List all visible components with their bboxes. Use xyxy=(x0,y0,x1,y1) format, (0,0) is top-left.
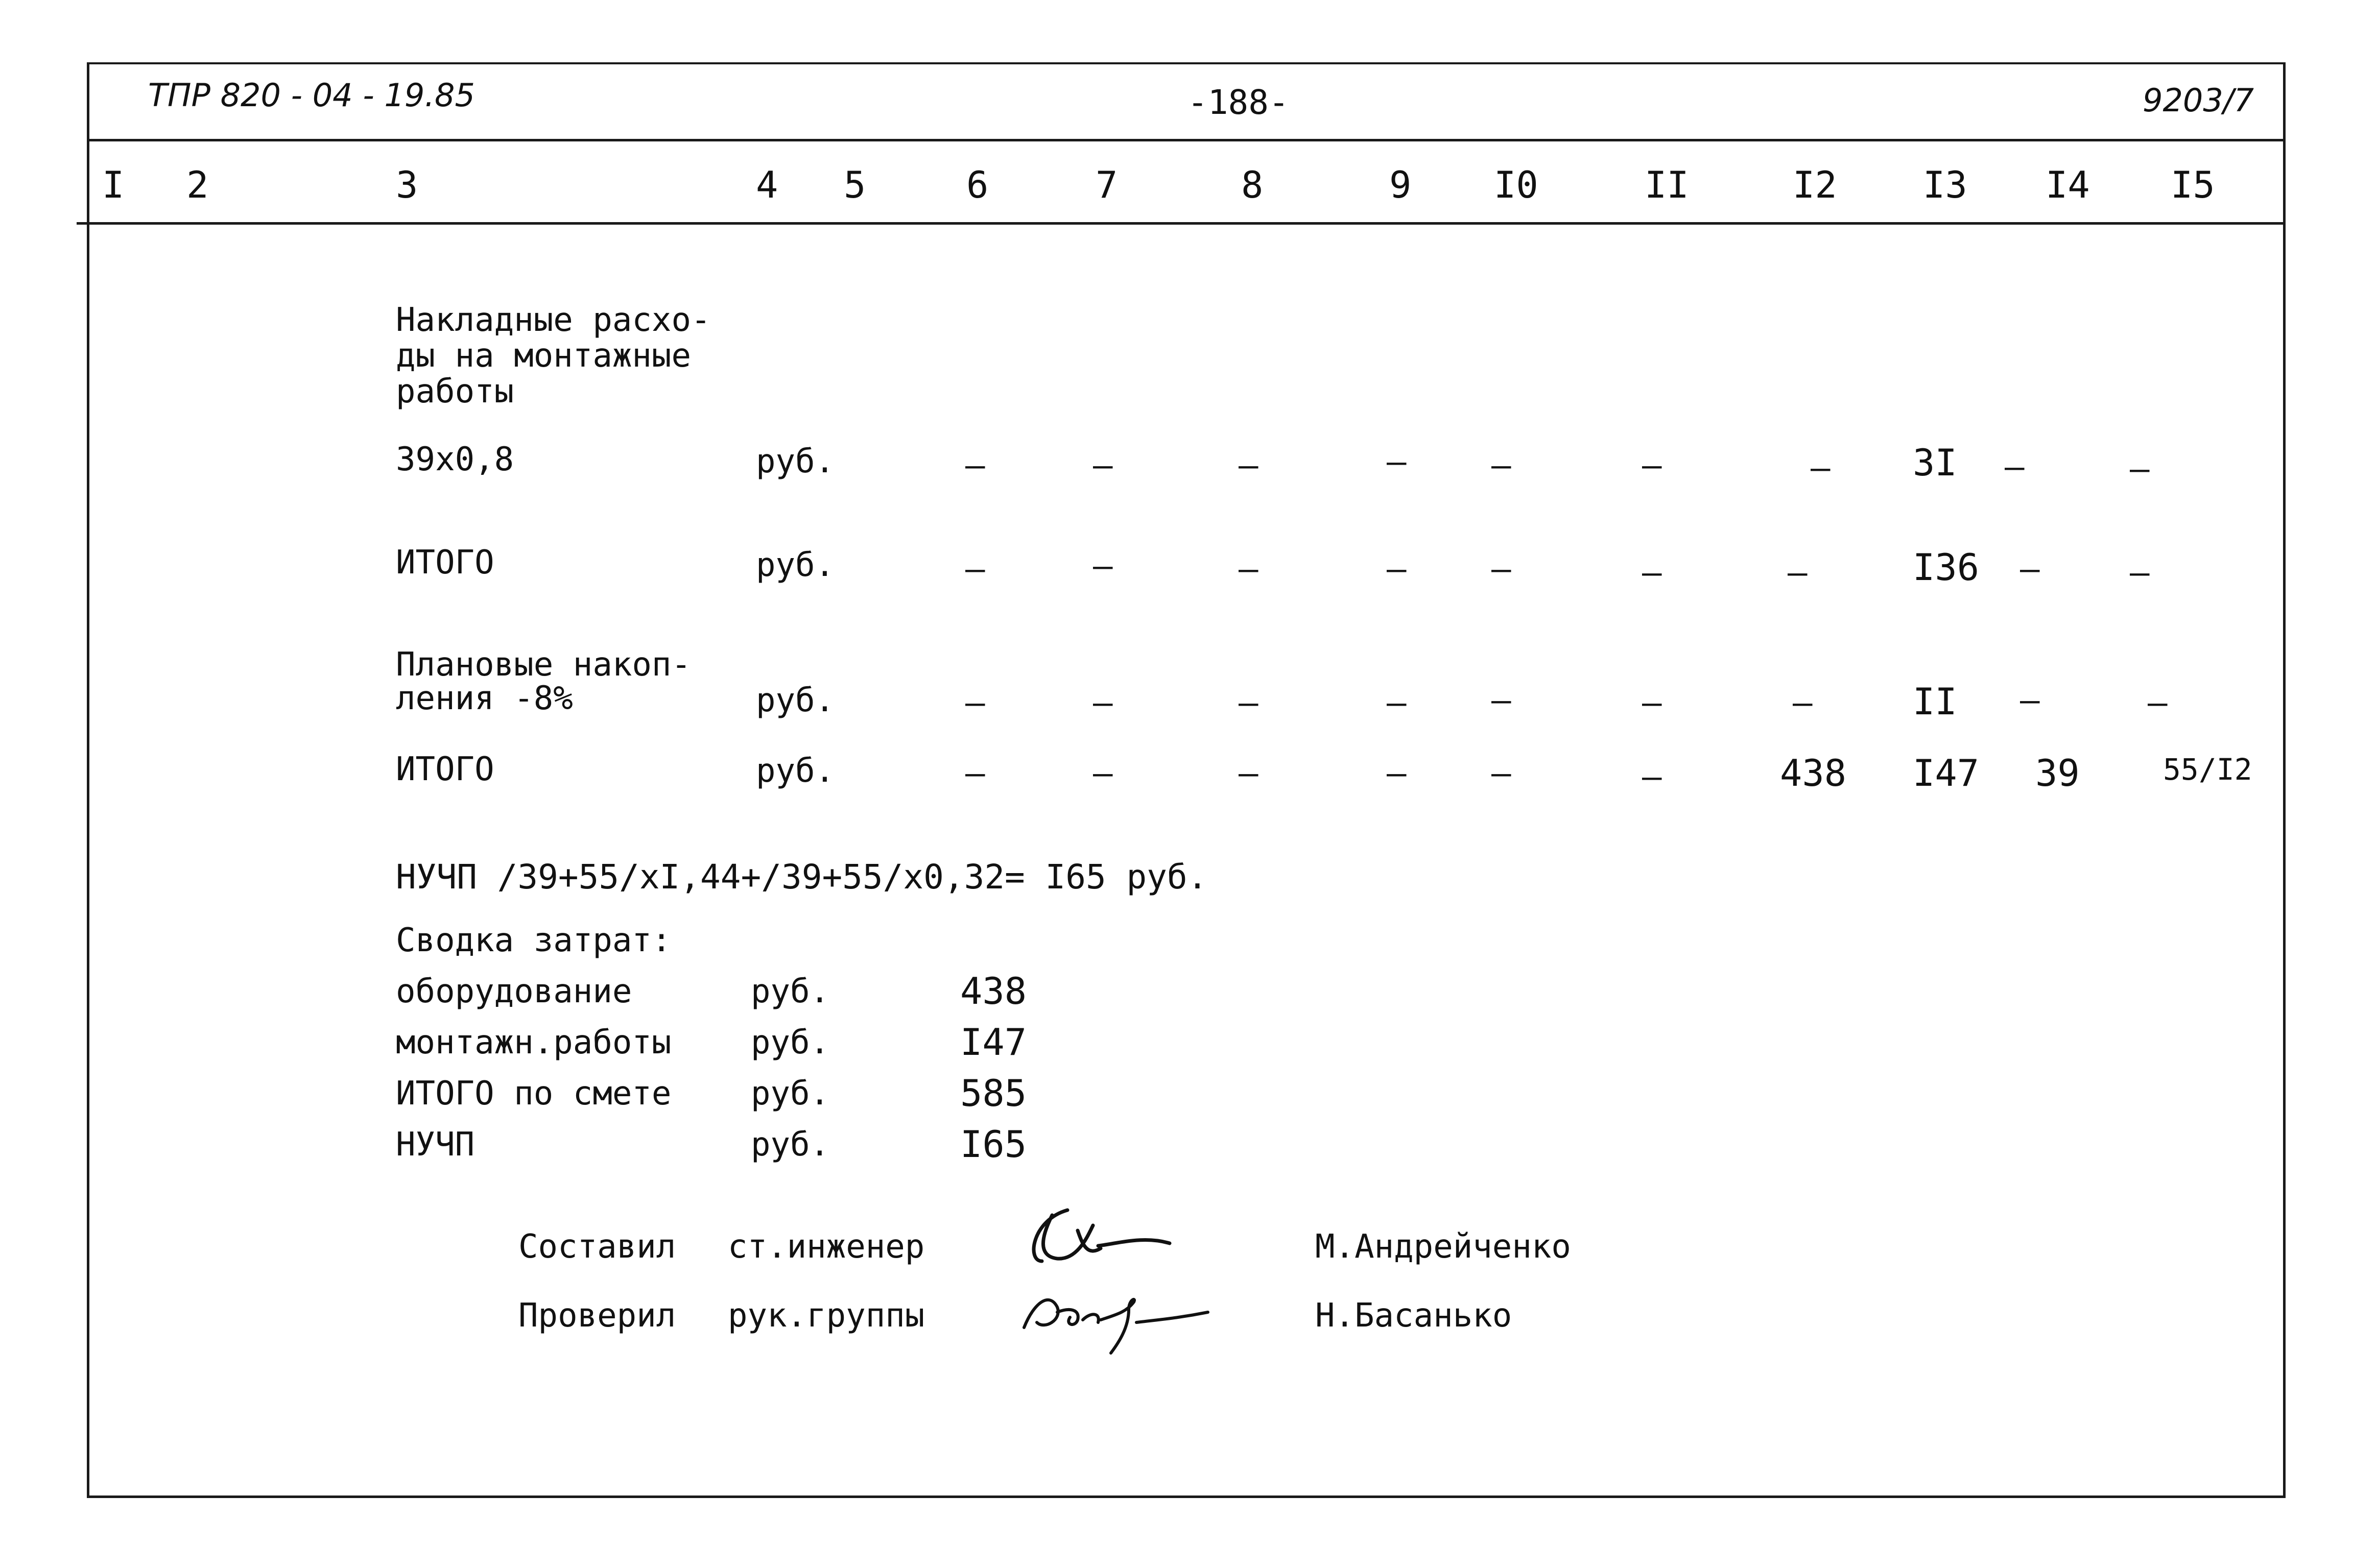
row-3-label-1: Плановые накоп- xyxy=(396,646,691,684)
row-2-col12: – xyxy=(1788,554,1808,592)
signer-name: Н.Басанько xyxy=(1315,1297,1512,1335)
sheet-number: 9203/7 xyxy=(2143,82,2254,119)
row-1-unit: руб. xyxy=(756,443,835,480)
row-2-col9: – xyxy=(1387,550,1407,588)
nuchp-formula: НУЧП /39+55/xI,44+/39+55/x0,32= I65 руб. xyxy=(396,857,1208,897)
summary-item-unit: руб. xyxy=(751,973,830,1010)
row-2-label: ИТОГО xyxy=(396,544,494,582)
doc-code: ТПР 820 - 04 - 19.85 xyxy=(148,77,475,114)
signer-position: ст.инженер xyxy=(728,1228,925,1266)
row-2-col8: – xyxy=(1239,550,1258,588)
summary-title: Сводка затрат: xyxy=(396,922,672,959)
row-3-col14: – xyxy=(2020,682,2040,719)
signer-position: рук.группы xyxy=(728,1297,925,1335)
row-4-col13: I47 xyxy=(1913,752,1980,794)
summary-item-label: НУЧП xyxy=(396,1126,475,1164)
summary-item-label: монтажн.работы xyxy=(396,1024,672,1062)
col-9: 9 xyxy=(1389,163,1412,206)
row-2-col7: – xyxy=(1093,547,1113,585)
summary-item-label: оборудование xyxy=(396,973,632,1010)
row-1-col11: – xyxy=(1642,447,1662,485)
row-2-unit: руб. xyxy=(756,546,835,584)
summary-item-value: I47 xyxy=(960,1021,1027,1064)
row-1-col12: – xyxy=(1811,449,1831,487)
row-2-col13: I36 xyxy=(1913,546,1980,589)
row-4-col9: – xyxy=(1387,755,1407,792)
row-4-col10: – xyxy=(1491,755,1511,792)
col-2: 2 xyxy=(186,163,209,206)
row-2-col14: – xyxy=(2020,550,2040,588)
summary-item-label: ИТОГО по смете xyxy=(396,1075,672,1113)
row-3-col13: II xyxy=(1913,680,1957,723)
row-3-col6: – xyxy=(965,684,985,722)
row-3-col7: – xyxy=(1093,684,1113,722)
row-2-col6: – xyxy=(965,550,985,588)
signature-2 xyxy=(1009,1271,1223,1358)
row-2-col10: – xyxy=(1491,550,1511,588)
row-4-col8: – xyxy=(1239,755,1258,792)
row-3-col10: – xyxy=(1491,682,1511,719)
col-12: I2 xyxy=(1793,163,1837,206)
col-13: I3 xyxy=(1923,163,1967,206)
row-1-col7: – xyxy=(1093,447,1113,485)
summary-item-unit: руб. xyxy=(751,1126,830,1164)
col-10: I0 xyxy=(1494,163,1538,206)
row-1-col14: – xyxy=(2005,448,2025,486)
col-5: 5 xyxy=(844,163,866,206)
row-3-col15: – xyxy=(2148,684,2168,722)
row-4-col15: 55/I2 xyxy=(2163,752,2252,787)
row-1-col15: – xyxy=(2130,450,2150,488)
col-6: 6 xyxy=(966,163,989,206)
summary-item-unit: руб. xyxy=(751,1024,830,1062)
signer-role: Составил xyxy=(518,1228,676,1266)
summary-item-value: 585 xyxy=(960,1072,1027,1115)
row-3-label-2: ления -8% xyxy=(396,680,573,717)
col-14: I4 xyxy=(2046,163,2090,206)
row-1-col6: – xyxy=(965,447,985,485)
row-4-col11: – xyxy=(1642,758,1662,796)
row-2-col11: – xyxy=(1642,554,1662,592)
col-8: 8 xyxy=(1241,163,1264,206)
col-1: I xyxy=(102,163,125,206)
row-3-col8: – xyxy=(1239,684,1258,722)
row-3-col11: – xyxy=(1642,684,1662,722)
summary-item-value: 438 xyxy=(960,970,1027,1012)
row-2-col15: – xyxy=(2130,554,2150,592)
signature-1 xyxy=(1011,1200,1180,1276)
col-3: 3 xyxy=(396,163,418,206)
page-number: -188- xyxy=(1187,83,1289,122)
row-overhead-label-2: ды на монтажные xyxy=(396,337,691,375)
row-4-unit: руб. xyxy=(756,752,835,790)
row-4-col12: 438 xyxy=(1780,752,1847,794)
row-4-col14: 39 xyxy=(2035,752,2080,794)
signer-name: М.Андрейченко xyxy=(1315,1228,1571,1266)
col-15: I5 xyxy=(2171,163,2215,206)
row-4-label: ИТОГО xyxy=(396,751,494,788)
row-4-col6: – xyxy=(965,755,985,792)
row-3-unit: руб. xyxy=(756,682,835,719)
col-4: 4 xyxy=(756,163,778,206)
row-3-col9: – xyxy=(1387,684,1407,722)
column-header-divider xyxy=(77,222,2286,225)
row-4-col7: – xyxy=(1093,755,1113,792)
row-overhead-label-1: Накладные расхо- xyxy=(396,301,711,339)
row-1-col13: 3I xyxy=(1913,441,1957,484)
row-1-col8: – xyxy=(1239,447,1258,485)
summary-item-value: I65 xyxy=(960,1123,1027,1166)
row-1-label: 39x0,8 xyxy=(396,441,514,478)
row-overhead-label-3: работы xyxy=(396,373,514,411)
row-1-col10: – xyxy=(1491,447,1511,485)
col-11: II xyxy=(1645,163,1689,206)
header-divider xyxy=(87,139,2286,141)
row-1-col9: – xyxy=(1387,443,1407,481)
col-7: 7 xyxy=(1096,163,1118,206)
summary-item-unit: руб. xyxy=(751,1075,830,1113)
row-3-col12: – xyxy=(1793,684,1813,722)
signer-role: Проверил xyxy=(518,1297,676,1335)
